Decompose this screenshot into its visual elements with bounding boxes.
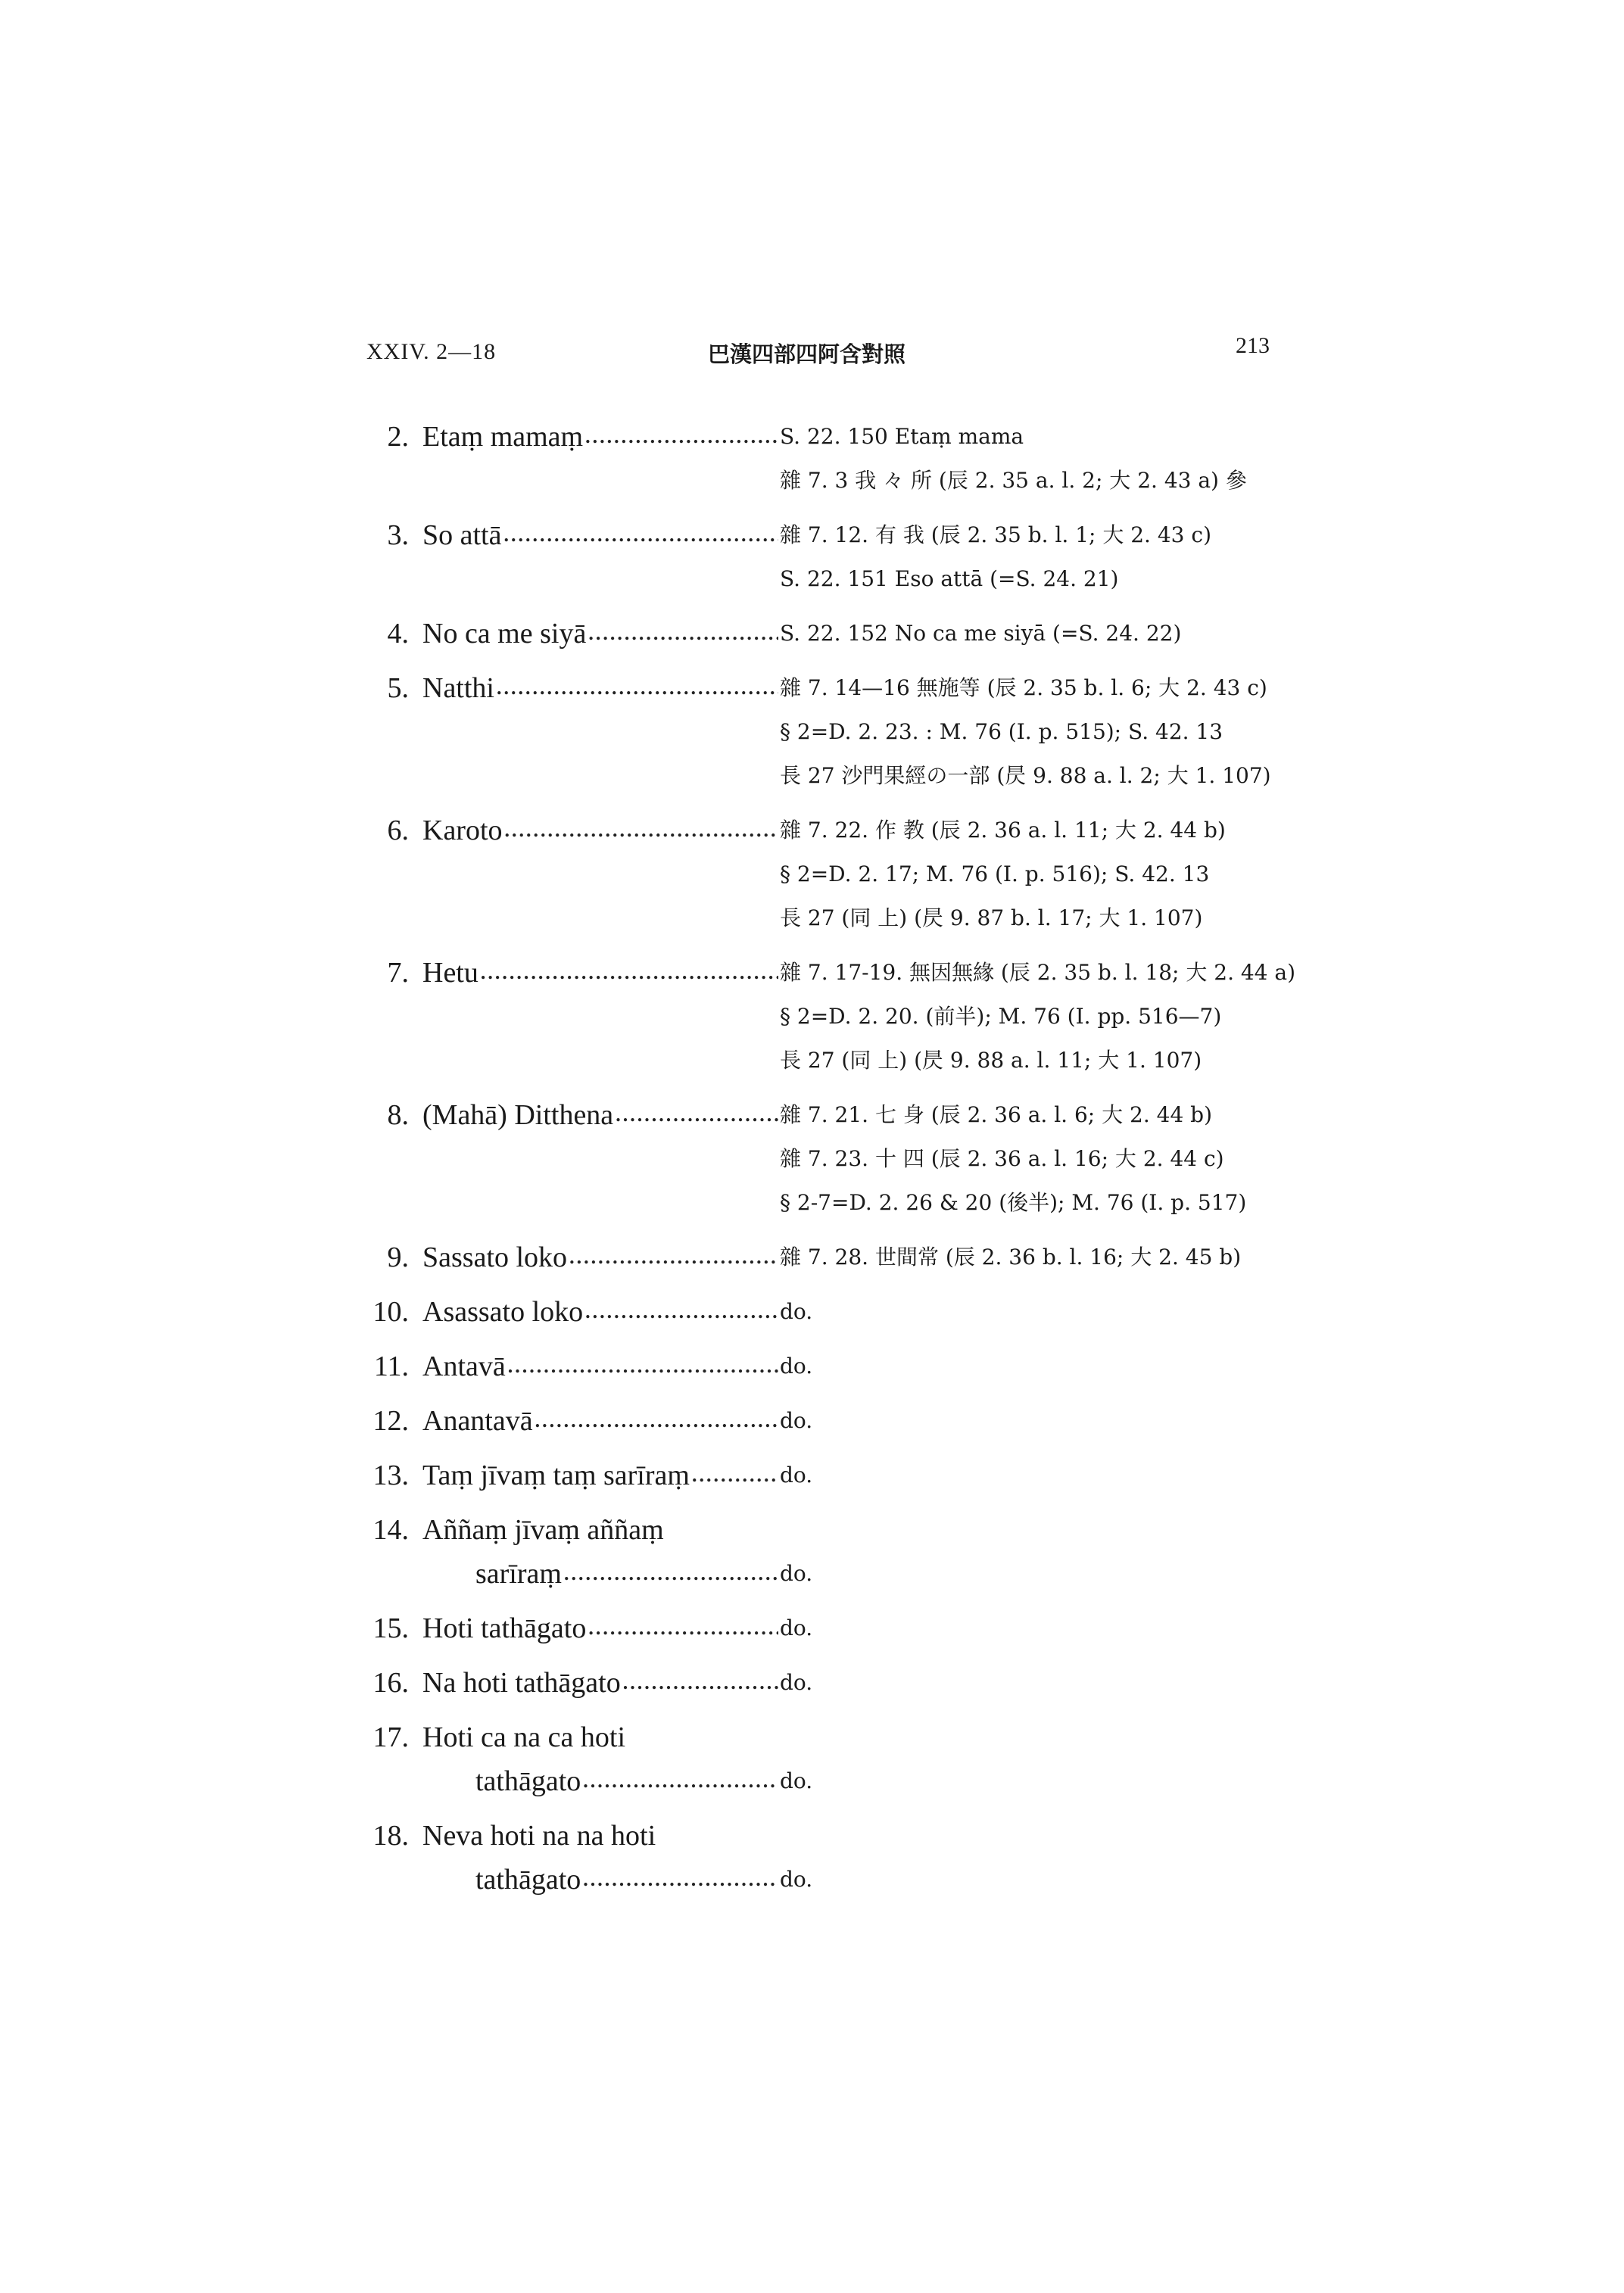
entry-7 bbox=[0, 951, 1624, 1083]
term-text: Aññaṃ jīvaṃ aññaṃ bbox=[422, 1514, 664, 1546]
references bbox=[780, 1290, 1355, 1334]
ditto-reference: do. bbox=[780, 1768, 813, 1793]
reference-line: 雜 7. 23. 十 四 (辰 2. 36 a. l. 16; 大 2. 44 c) bbox=[780, 1146, 1224, 1171]
pali-term bbox=[422, 1235, 778, 1279]
entry-9 bbox=[0, 1235, 1624, 1279]
entry-8 bbox=[0, 1093, 1624, 1225]
pali-term bbox=[422, 808, 778, 852]
term-text: Hoti tathāgato bbox=[422, 1612, 587, 1644]
running-header-title: 巴漢四部四阿含對照 bbox=[708, 341, 906, 367]
references bbox=[780, 612, 1355, 656]
leader-dots bbox=[585, 1290, 778, 1334]
references bbox=[780, 1606, 1355, 1650]
pali-term bbox=[422, 1093, 778, 1137]
reference-line: 雜 7. 3 我 々 所 (辰 2. 35 a. l. 2; 大 2. 43 a) 參 bbox=[780, 468, 1247, 493]
term-continuation bbox=[422, 1759, 778, 1803]
leader-dots bbox=[585, 415, 778, 459]
entry-number: 13. bbox=[372, 1460, 409, 1491]
entry-number: 17. bbox=[372, 1721, 409, 1753]
reference-line: 雜 7. 22. 作 教 (辰 2. 36 a. l. 11; 大 2. 44 b) bbox=[780, 818, 1226, 843]
references bbox=[780, 415, 1355, 503]
term-text: No ca me siyā bbox=[422, 618, 587, 650]
pali-term bbox=[422, 1453, 778, 1497]
references bbox=[780, 513, 1355, 601]
reference-line: S. 22. 152 No ca me siyā (=S. 24. 22) bbox=[780, 621, 1182, 646]
pali-term bbox=[422, 612, 778, 656]
ditto-reference: do. bbox=[780, 1867, 813, 1892]
leader-dots bbox=[623, 1661, 778, 1705]
term-text: Asassato loko bbox=[422, 1296, 584, 1328]
reference-line: § 2=D. 2. 20. (前半); M. 76 (I. pp. 516—7) bbox=[780, 1004, 1222, 1029]
leader-dots bbox=[692, 1453, 778, 1497]
pali-term bbox=[422, 1508, 778, 1596]
leader-dots bbox=[505, 808, 778, 852]
entry-11 bbox=[0, 1344, 1624, 1388]
entry-3 bbox=[0, 513, 1624, 601]
term-text: So attā bbox=[422, 519, 502, 551]
entry-number: 14. bbox=[372, 1514, 409, 1546]
term-text-line-2: tathāgato bbox=[475, 1864, 581, 1896]
reference-line: S. 22. 151 Eso attā (=S. 24. 21) bbox=[780, 566, 1119, 591]
entry-16 bbox=[0, 1661, 1624, 1705]
term-text: Anantavā bbox=[422, 1405, 533, 1437]
page-number: 213 bbox=[1236, 333, 1270, 358]
entry-5 bbox=[0, 666, 1624, 798]
ditto-reference: do. bbox=[780, 1463, 813, 1488]
pali-term bbox=[422, 1606, 778, 1650]
entry-number: 9. bbox=[387, 1242, 409, 1273]
term-continuation bbox=[422, 1858, 778, 1902]
term-text: Hetu bbox=[422, 957, 478, 989]
reference-line: S. 22. 150 Etaṃ mama bbox=[780, 424, 1024, 449]
term-text-line-2: sarīraṃ bbox=[475, 1558, 562, 1590]
term-text: Taṃ jīvaṃ taṃ sarīraṃ bbox=[422, 1460, 690, 1491]
pali-term bbox=[422, 415, 778, 459]
references bbox=[780, 1235, 1355, 1279]
leader-dots bbox=[497, 666, 778, 710]
pali-term bbox=[422, 1814, 778, 1902]
ditto-reference: do. bbox=[780, 1615, 813, 1640]
entry-2 bbox=[0, 415, 1624, 503]
ditto-reference: do. bbox=[780, 1670, 813, 1695]
leader-dots bbox=[588, 1606, 778, 1650]
ditto-reference: do. bbox=[780, 1354, 813, 1379]
entry-10 bbox=[0, 1290, 1624, 1334]
leader-dots bbox=[583, 1759, 778, 1803]
pali-term bbox=[422, 1715, 778, 1803]
reference-line: § 2-7=D. 2. 26 & 20 (後半); M. 76 (I. p. 517) bbox=[780, 1190, 1247, 1215]
term-text: Antavā bbox=[422, 1351, 506, 1382]
term-text: (Mahā) Ditthena bbox=[422, 1099, 614, 1131]
entry-4 bbox=[0, 612, 1624, 656]
pali-term bbox=[422, 1661, 778, 1705]
concordance-list bbox=[0, 415, 1624, 1912]
references bbox=[780, 1661, 1355, 1705]
entry-number: 18. bbox=[372, 1820, 409, 1852]
entry-number: 12. bbox=[372, 1405, 409, 1437]
entry-number: 8. bbox=[387, 1099, 409, 1131]
pali-term bbox=[422, 1399, 778, 1443]
term-continuation bbox=[422, 1552, 778, 1596]
term-text: Na hoti tathāgato bbox=[422, 1667, 621, 1699]
entry-18 bbox=[0, 1814, 1624, 1902]
entry-15 bbox=[0, 1606, 1624, 1650]
reference-line: 雜 7. 28. 世間常 (辰 2. 36 b. l. 16; 大 2. 45 b) bbox=[780, 1245, 1242, 1270]
leader-dots bbox=[569, 1235, 778, 1279]
entry-14 bbox=[0, 1508, 1624, 1596]
entry-number: 10. bbox=[372, 1296, 409, 1328]
references bbox=[780, 808, 1355, 940]
references bbox=[780, 1399, 1355, 1443]
leader-dots bbox=[583, 1858, 778, 1902]
references bbox=[780, 666, 1355, 798]
reference-line: 雜 7. 21. 七 身 (辰 2. 36 a. l. 6; 大 2. 44 b) bbox=[780, 1102, 1213, 1127]
entry-number: 11. bbox=[373, 1351, 409, 1382]
entry-number: 6. bbox=[387, 815, 409, 846]
leader-dots bbox=[508, 1344, 778, 1388]
leader-dots bbox=[564, 1552, 778, 1596]
spacer bbox=[780, 1715, 1355, 1759]
entry-number: 16. bbox=[372, 1667, 409, 1699]
reference-line: § 2=D. 2. 17; M. 76 (I. p. 516); S. 42. 13 bbox=[780, 861, 1210, 886]
pali-term bbox=[422, 666, 778, 710]
references bbox=[780, 1344, 1355, 1388]
reference-line: 雜 7. 17-19. 無因無緣 (辰 2. 35 b. l. 18; 大 2. 44 a) bbox=[780, 960, 1296, 985]
references bbox=[780, 1715, 1355, 1803]
entry-number: 7. bbox=[387, 957, 409, 989]
references bbox=[780, 1453, 1355, 1497]
term-text: Karoto bbox=[422, 815, 503, 846]
leader-dots bbox=[616, 1093, 778, 1137]
leader-dots bbox=[535, 1399, 778, 1443]
running-header-left: XXIV. 2—18 bbox=[366, 339, 497, 364]
term-text: Etaṃ mamaṃ bbox=[422, 421, 584, 453]
pali-term bbox=[422, 951, 778, 995]
references bbox=[780, 1508, 1355, 1596]
entry-number: 15. bbox=[372, 1612, 409, 1644]
term-text: Hoti ca na ca hoti bbox=[422, 1721, 626, 1753]
entry-13 bbox=[0, 1453, 1624, 1497]
references bbox=[780, 1093, 1355, 1225]
reference-line: 雜 7. 12. 有 我 (辰 2. 35 b. l. 1; 大 2. 43 c) bbox=[780, 522, 1211, 547]
entry-17 bbox=[0, 1715, 1624, 1803]
entry-number: 4. bbox=[387, 618, 409, 650]
entry-12 bbox=[0, 1399, 1624, 1443]
leader-dots bbox=[481, 951, 778, 995]
references bbox=[780, 951, 1355, 1083]
spacer bbox=[780, 1508, 1355, 1552]
ditto-reference: do. bbox=[780, 1299, 813, 1324]
leader-dots bbox=[503, 513, 778, 557]
reference-line: § 2=D. 2. 23. : M. 76 (I. p. 515); S. 42. 13 bbox=[780, 719, 1223, 744]
spacer bbox=[780, 1814, 1355, 1858]
term-text: Sassato loko bbox=[422, 1242, 568, 1273]
entry-number: 2. bbox=[387, 421, 409, 453]
leader-dots bbox=[588, 612, 778, 656]
term-text: Natthi bbox=[422, 672, 494, 704]
entry-number: 5. bbox=[387, 672, 409, 704]
pali-term bbox=[422, 1344, 778, 1388]
reference-line: 長 27 沙門果經の一部 (昃 9. 88 a. l. 2; 大 1. 107) bbox=[780, 763, 1271, 788]
entry-6 bbox=[0, 808, 1624, 940]
term-text: Neva hoti na na hoti bbox=[422, 1820, 656, 1852]
reference-line: 雜 7. 14—16 無施等 (辰 2. 35 b. l. 6; 大 2. 43 c) bbox=[780, 675, 1267, 700]
ditto-reference: do. bbox=[780, 1561, 813, 1586]
pali-term bbox=[422, 513, 778, 557]
ditto-reference: do. bbox=[780, 1408, 813, 1433]
reference-line: 長 27 (同 上) (昃 9. 87 b. l. 17; 大 1. 107) bbox=[780, 905, 1203, 930]
entry-number: 3. bbox=[387, 519, 409, 551]
pali-term bbox=[422, 1290, 778, 1334]
reference-line: 長 27 (同 上) (昃 9. 88 a. l. 11; 大 1. 107) bbox=[780, 1048, 1202, 1073]
references bbox=[780, 1814, 1355, 1902]
term-text-line-2: tathāgato bbox=[475, 1765, 581, 1797]
